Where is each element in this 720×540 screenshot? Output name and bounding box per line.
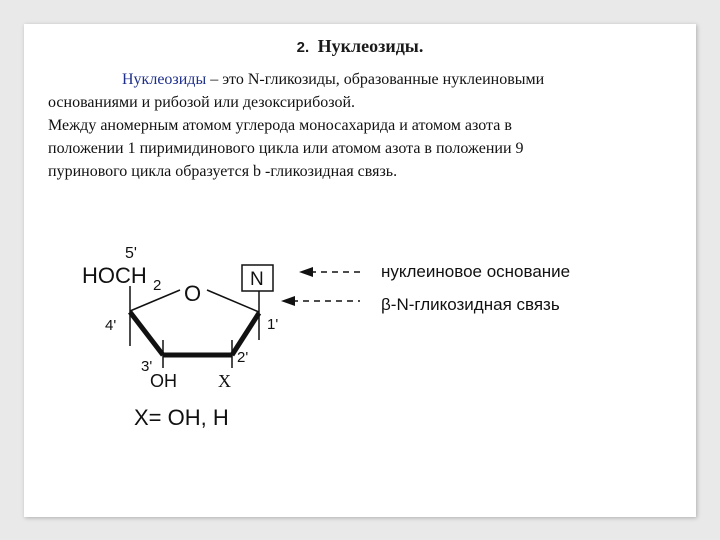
paragraph-line xyxy=(48,68,678,91)
arrow-base-head xyxy=(299,267,313,277)
label-subscript-2: 2 xyxy=(153,277,162,294)
heading-title: Нуклеозиды. xyxy=(317,36,424,56)
nucleoside-structure-diagram xyxy=(0,210,720,440)
term-nucleosides: Нуклеозиды xyxy=(122,71,207,88)
paragraph-line: положении 1 пиримидинового цикла или атомом азота в положении 9 xyxy=(48,140,524,157)
label-3prime: 3' xyxy=(141,358,153,375)
annotation-nucleic-base: нуклеиновое основание xyxy=(381,262,571,281)
label-5prime: 5' xyxy=(125,245,137,262)
label-ring-oxygen: O xyxy=(184,281,202,306)
label-hoch: HOCH xyxy=(82,263,147,288)
slide-heading xyxy=(24,36,696,57)
label-4prime: 4' xyxy=(105,317,117,334)
bond-c4-c3 xyxy=(130,312,163,355)
label-nitrogen: N xyxy=(250,269,264,290)
definition-text: – это N-гликозиды, образованные нуклеиновыми xyxy=(206,71,545,88)
arrow-bond-head xyxy=(281,296,295,306)
paragraph-line: основаниями и рибозой или дезоксирибозой. xyxy=(48,94,356,111)
label-1prime: 1' xyxy=(267,316,279,333)
paragraph-line: Между аномерным атомом углерода моносахарида и атомом азота в xyxy=(48,117,512,134)
footnote-x-definition: X= OH, H xyxy=(134,405,229,430)
paragraph-line: пуринового цикла образуется b -гликозидная связь. xyxy=(48,163,398,180)
body-text xyxy=(48,68,678,183)
heading-number: 2. xyxy=(296,39,310,56)
label-hydroxyl: OH xyxy=(150,371,177,391)
annotation-glycosidic-bond: β-N-гликозидная связь xyxy=(381,295,560,314)
label-x-substituent: X xyxy=(218,371,231,391)
label-2prime: 2' xyxy=(237,349,249,366)
bond-o-c1 xyxy=(207,290,259,312)
